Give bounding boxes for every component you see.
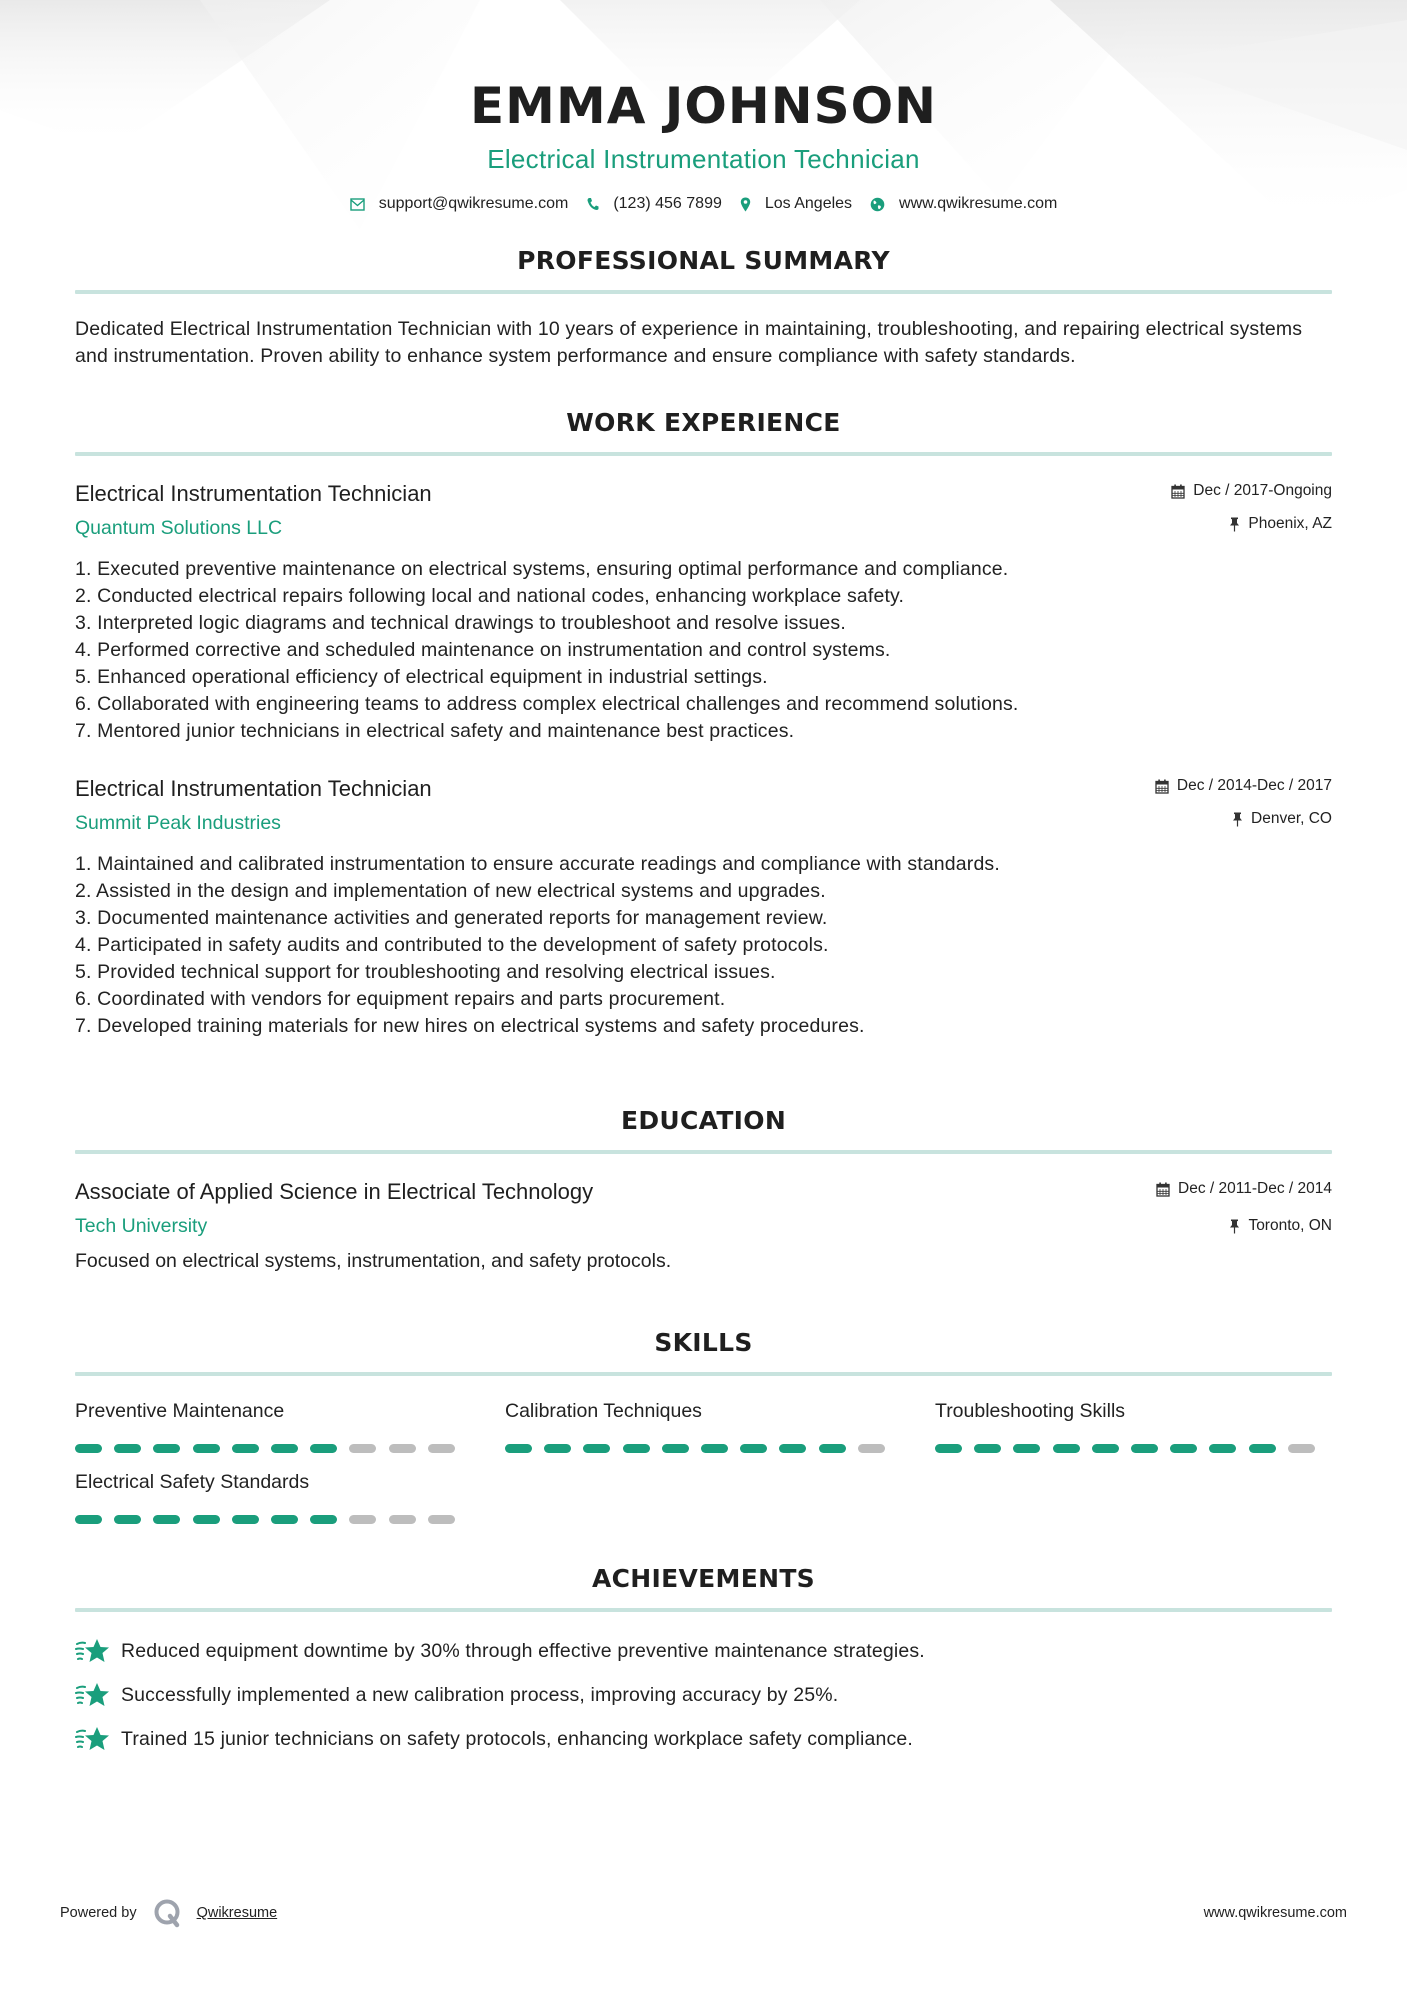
skill-segment-filled	[1053, 1444, 1080, 1453]
skill-item	[935, 1398, 1335, 1453]
section-heading: ACHIEVEMENTS	[592, 1564, 815, 1593]
education-section	[75, 1106, 1332, 1274]
skill-level-bar	[935, 1444, 1335, 1453]
calendar-icon	[1156, 1182, 1170, 1197]
skill-segment-filled	[779, 1444, 806, 1453]
skill-segment-empty	[428, 1444, 455, 1453]
bullet-item: 3. Documented maintenance activities and generated reports for management review.	[75, 907, 828, 929]
skills-section	[75, 1328, 1332, 1524]
bullet-item: 7. Mentored junior technicians in electrical safety and maintenance best practices.	[75, 720, 795, 742]
section-heading: EDUCATION	[620, 1106, 787, 1135]
qwikresume-logo-icon	[153, 1898, 183, 1928]
achievement-item	[75, 1678, 1332, 1712]
map-pin-icon	[740, 197, 751, 212]
job-bullets	[75, 556, 1332, 745]
education-entry	[75, 1178, 1332, 1274]
skill-item	[75, 1469, 505, 1524]
job-location	[1155, 808, 1332, 830]
bullet-item: 4. Performed corrective and scheduled maintenance on instrumentation and control systems.	[75, 639, 891, 661]
skill-item	[75, 1398, 505, 1453]
bullet-item: 3. Interpreted logic diagrams and technical drawings to troubleshoot and resolve issues.	[75, 612, 846, 634]
achievement-text: Trained 15 junior technicians on safety protocols, enhancing workplace safety compliance.	[121, 1727, 913, 1750]
contact-phone[interactable]	[586, 195, 722, 213]
company-name: Summit Peak Industries	[75, 812, 281, 834]
shooting-star-icon	[75, 1637, 111, 1665]
bullet-item: 1. Executed preventive maintenance on electrical systems, ensuring optimal performance and compliance.	[75, 558, 1009, 580]
skill-name: Preventive Maintenance	[75, 1400, 285, 1422]
section-divider	[75, 1608, 1332, 1612]
education-description: Focused on electrical systems, instrumentation, and safety protocols.	[75, 1250, 672, 1272]
skill-segment-filled	[935, 1444, 962, 1453]
bullet-item: 1. Maintained and calibrated instrumentation to ensure accurate readings and compliance with standards.	[75, 853, 1000, 875]
skill-segment-filled	[583, 1444, 610, 1453]
skill-segment-empty	[389, 1444, 416, 1453]
bullet-item: 6. Collaborated with engineering teams to address complex electrical challenges and recommend solutions.	[75, 693, 1019, 715]
education-header	[75, 1178, 1332, 1238]
skill-segment-filled	[1092, 1444, 1119, 1453]
bullet-item: 7. Developed training materials for new hires on electrical systems and safety procedures.	[75, 1015, 865, 1037]
candidate-title: Electrical Instrumentation Technician	[487, 144, 920, 174]
section-heading: SKILLS	[654, 1328, 753, 1357]
job-entry	[75, 480, 1332, 745]
achievement-item	[75, 1634, 1332, 1668]
skill-segment-filled	[153, 1444, 180, 1453]
section-divider	[75, 1372, 1332, 1376]
skill-segment-filled	[310, 1515, 337, 1524]
skill-segment-filled	[819, 1444, 846, 1453]
skills-grid	[75, 1398, 1332, 1524]
achievement-item	[75, 1722, 1332, 1756]
powered-by	[60, 1898, 277, 1928]
skill-segment-filled	[662, 1444, 689, 1453]
skill-segment-filled	[1249, 1444, 1276, 1453]
skill-level-bar	[505, 1444, 935, 1453]
skill-segment-filled	[623, 1444, 650, 1453]
bullet-item: 5. Enhanced operational efficiency of electrical equipment in industrial settings.	[75, 666, 768, 688]
powered-by-label: Powered by	[60, 1905, 137, 1921]
job-dates	[1155, 775, 1332, 797]
skill-segment-filled	[974, 1444, 1001, 1453]
section-divider	[75, 452, 1332, 456]
pushpin-icon	[1229, 517, 1240, 532]
skill-segment-filled	[271, 1444, 298, 1453]
pushpin-icon	[1232, 812, 1243, 827]
job-title: Electrical Instrumentation Technician	[75, 481, 432, 506]
job-dates	[1171, 480, 1332, 502]
job-title: Electrical Instrumentation Technician	[75, 776, 432, 801]
dates-text: Dec / 2011-Dec / 2014	[1178, 1180, 1332, 1197]
skill-level-bar	[75, 1515, 505, 1524]
shooting-star-icon	[75, 1681, 111, 1709]
skill-segment-filled	[1013, 1444, 1040, 1453]
resume-header	[75, 0, 1332, 216]
skill-item	[505, 1398, 935, 1453]
calendar-icon	[1155, 779, 1169, 794]
skill-segment-filled	[75, 1515, 102, 1524]
envelope-icon	[350, 198, 365, 211]
phone-icon	[586, 197, 599, 211]
shooting-star-icon	[75, 1725, 111, 1753]
skill-segment-filled	[505, 1444, 532, 1453]
location-text: Denver, CO	[1251, 810, 1332, 827]
work-experience-section	[75, 408, 1332, 1040]
contact-bar	[75, 192, 1332, 216]
section-divider	[75, 290, 1332, 294]
contact-website[interactable]	[870, 195, 1057, 213]
bullet-item: 2. Conducted electrical repairs following local and national codes, enhancing workplace safety.	[75, 585, 905, 607]
skill-segment-empty	[858, 1444, 885, 1453]
qwikresume-link[interactable]: Qwikresume	[196, 1905, 278, 1921]
skill-segment-filled	[153, 1515, 180, 1524]
skill-segment-empty	[349, 1515, 376, 1524]
pushpin-icon	[1229, 1219, 1240, 1234]
job-entry	[75, 775, 1332, 1040]
skill-segment-empty	[349, 1444, 376, 1453]
section-heading: PROFESSIONAL SUMMARY	[517, 246, 890, 275]
skill-segment-filled	[193, 1444, 220, 1453]
professional-summary-section	[75, 246, 1332, 370]
page-footer	[60, 1898, 1347, 1928]
degree-title: Associate of Applied Science in Electrical Technology	[75, 1179, 594, 1204]
skill-segment-filled	[114, 1515, 141, 1524]
job-location	[1171, 513, 1332, 535]
job-header	[75, 775, 1332, 835]
location-text: Los Angeles	[764, 195, 853, 212]
location-text: Phoenix, AZ	[1248, 515, 1332, 532]
skill-segment-empty	[1288, 1444, 1315, 1453]
skill-segment-filled	[1170, 1444, 1197, 1453]
candidate-name: EMMA JOHNSON	[470, 77, 937, 135]
skill-segment-filled	[1209, 1444, 1236, 1453]
achievement-text: Successfully implemented a new calibration process, improving accuracy by 25%.	[121, 1683, 839, 1706]
email-text: support@qwikresume.com	[378, 195, 569, 212]
achievements-list	[75, 1634, 1332, 1756]
summary-text: Dedicated Electrical Instrumentation Technician with 10 years of experience in maintaining, troubleshooting, and repairing electrical systems and instrumentation. Proven ability to enhance system performance and ensure compliance with safety standards.	[75, 318, 1303, 367]
company-name: Quantum Solutions LLC	[75, 517, 283, 539]
calendar-icon	[1171, 484, 1185, 499]
globe-icon	[870, 197, 885, 212]
skill-segment-empty	[389, 1515, 416, 1524]
bullet-item: 5. Provided technical support for troubleshooting and resolving electrical issues.	[75, 961, 776, 983]
section-divider	[75, 1150, 1332, 1154]
skill-segment-filled	[232, 1515, 259, 1524]
skill-segment-filled	[544, 1444, 571, 1453]
phone-text: (123) 456 7899	[613, 195, 722, 212]
skill-level-bar	[75, 1444, 505, 1453]
skill-segment-filled	[1131, 1444, 1158, 1453]
contact-email[interactable]	[350, 195, 569, 213]
skill-segment-empty	[428, 1515, 455, 1524]
skill-segment-filled	[701, 1444, 728, 1453]
skill-name: Calibration Techniques	[505, 1400, 702, 1422]
skill-segment-filled	[232, 1444, 259, 1453]
job-bullets	[75, 851, 1332, 1040]
job-header	[75, 480, 1332, 540]
skill-name: Troubleshooting Skills	[935, 1400, 1126, 1422]
website-text: www.qwikresume.com	[899, 195, 1058, 212]
location-text: Toronto, ON	[1248, 1217, 1332, 1234]
contact-location	[740, 195, 852, 213]
skill-segment-filled	[310, 1444, 337, 1453]
dates-text: Dec / 2014-Dec / 2017	[1176, 777, 1332, 794]
achievement-text: Reduced equipment downtime by 30% through effective preventive maintenance strategies.	[121, 1639, 925, 1662]
skill-segment-filled	[114, 1444, 141, 1453]
skill-segment-filled	[75, 1444, 102, 1453]
education-location	[1156, 1215, 1332, 1237]
bullet-item: 6. Coordinated with vendors for equipment repairs and parts procurement.	[75, 988, 726, 1010]
footer-website[interactable]: www.qwikresume.com	[1203, 1905, 1347, 1921]
dates-text: Dec / 2017-Ongoing	[1193, 482, 1332, 499]
bullet-item: 4. Participated in safety audits and contributed to the development of safety protocols.	[75, 934, 829, 956]
skill-name: Electrical Safety Standards	[75, 1471, 310, 1493]
section-heading: WORK EXPERIENCE	[566, 408, 841, 437]
achievements-section	[75, 1564, 1332, 1756]
skill-segment-filled	[271, 1515, 298, 1524]
bullet-item: 2. Assisted in the design and implementation of new electrical systems and upgrades.	[75, 880, 826, 902]
school-name: Tech University	[75, 1215, 208, 1237]
skill-segment-filled	[193, 1515, 220, 1524]
education-dates	[1156, 1178, 1332, 1200]
skill-segment-filled	[740, 1444, 767, 1453]
